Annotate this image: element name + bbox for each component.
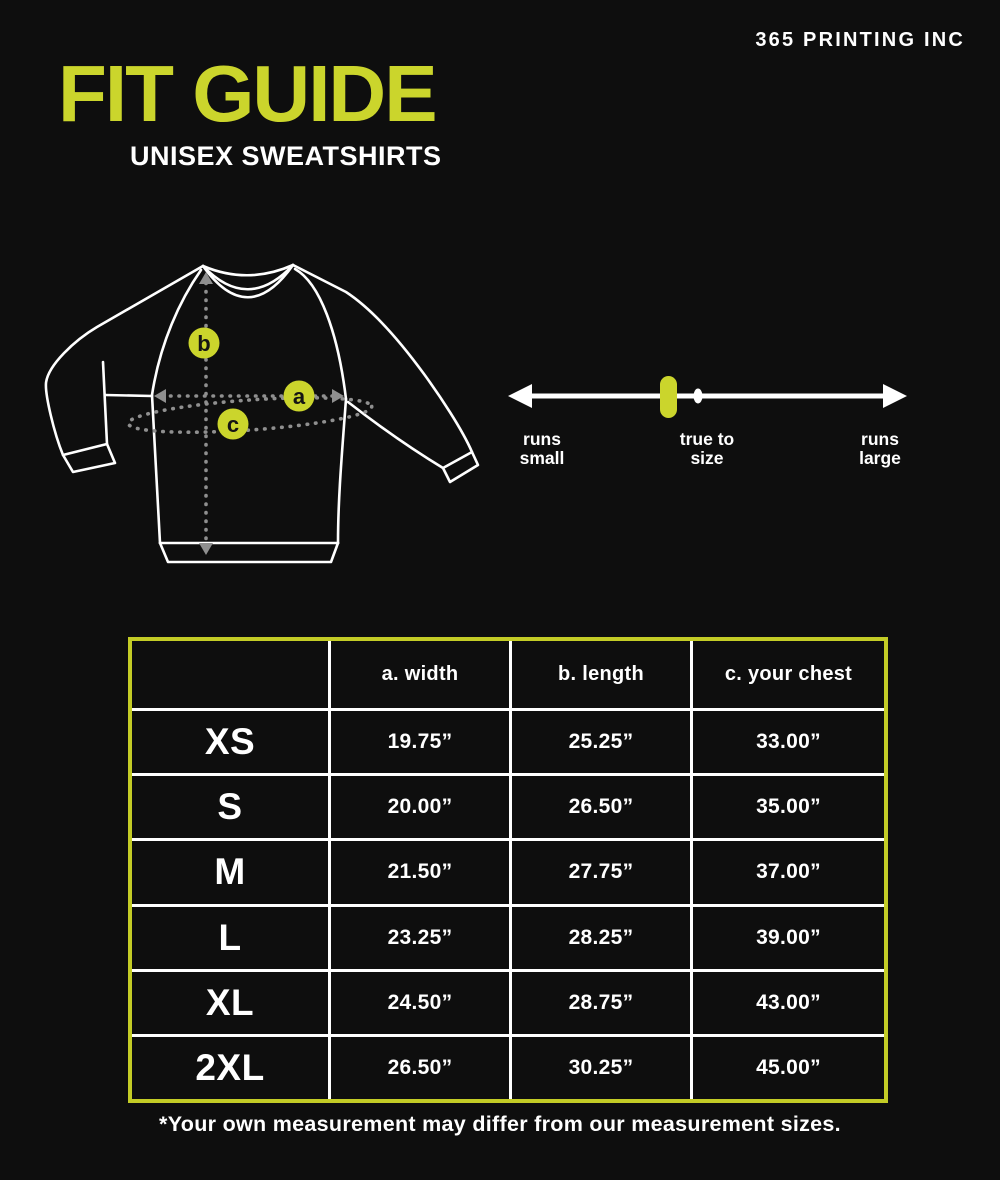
arrow-down-icon	[199, 543, 213, 555]
scale-label-true-to-size: true to size	[679, 429, 735, 468]
header-length: b. length	[512, 641, 690, 708]
brand-name: 365 PRINTING INC	[755, 29, 965, 51]
scale-indicator-pill	[660, 376, 677, 418]
value-l-width: 23.25”	[331, 907, 509, 969]
value-xs-length: 25.25”	[512, 711, 690, 773]
size-label-s: S	[132, 776, 328, 838]
marker-b-label: b	[197, 331, 211, 356]
header-chest: c. your chest	[693, 641, 884, 708]
size-label-l: L	[132, 907, 328, 969]
value-l-length: 28.25”	[512, 907, 690, 969]
footnote: *Your own measurement may differ from our measurement sizes.	[159, 1112, 841, 1136]
scale-label-runs-large: runs large	[859, 429, 901, 468]
value-m-width: 21.50”	[331, 841, 509, 903]
page-subtitle: UNISEX SWEATSHIRTS	[130, 141, 442, 171]
fit-scale	[505, 371, 910, 423]
size-label-xl: XL	[132, 972, 328, 1034]
value-2xl-width: 26.50”	[331, 1037, 509, 1099]
scale-dot	[694, 389, 703, 404]
measurement-guides	[127, 283, 372, 543]
value-s-width: 20.00”	[331, 776, 509, 838]
value-xs-width: 19.75”	[331, 711, 509, 773]
header-width: a. width	[331, 641, 509, 708]
header-size	[132, 641, 328, 708]
marker-a-label: a	[292, 384, 306, 409]
size-label-2xl: 2XL	[132, 1037, 328, 1099]
page-title: FIT GUIDE	[58, 49, 436, 138]
scale-label-runs-small: runs small	[519, 429, 565, 468]
value-s-length: 26.50”	[512, 776, 690, 838]
value-l-chest: 39.00”	[693, 907, 884, 969]
value-xs-chest: 33.00”	[693, 711, 884, 773]
arrow-right-icon	[332, 389, 344, 403]
arrow-left-icon	[154, 389, 166, 403]
size-table	[128, 637, 888, 1103]
marker-c-label: c	[226, 412, 240, 437]
guide-arrowheads	[154, 272, 344, 555]
value-xl-width: 24.50”	[331, 972, 509, 1034]
value-xl-length: 28.75”	[512, 972, 690, 1034]
value-2xl-chest: 45.00”	[693, 1037, 884, 1099]
value-m-chest: 37.00”	[693, 841, 884, 903]
scale-arrow-right-icon	[883, 384, 907, 408]
size-label-xs: XS	[132, 711, 328, 773]
value-xl-chest: 43.00”	[693, 972, 884, 1034]
scale-arrow-left-icon	[508, 384, 532, 408]
value-m-length: 27.75”	[512, 841, 690, 903]
value-s-chest: 35.00”	[693, 776, 884, 838]
value-2xl-length: 30.25”	[512, 1037, 690, 1099]
sweatshirt-diagram	[30, 243, 480, 588]
size-label-m: M	[132, 841, 328, 903]
sweatshirt-outline	[46, 265, 478, 562]
measurement-markers	[189, 328, 315, 440]
